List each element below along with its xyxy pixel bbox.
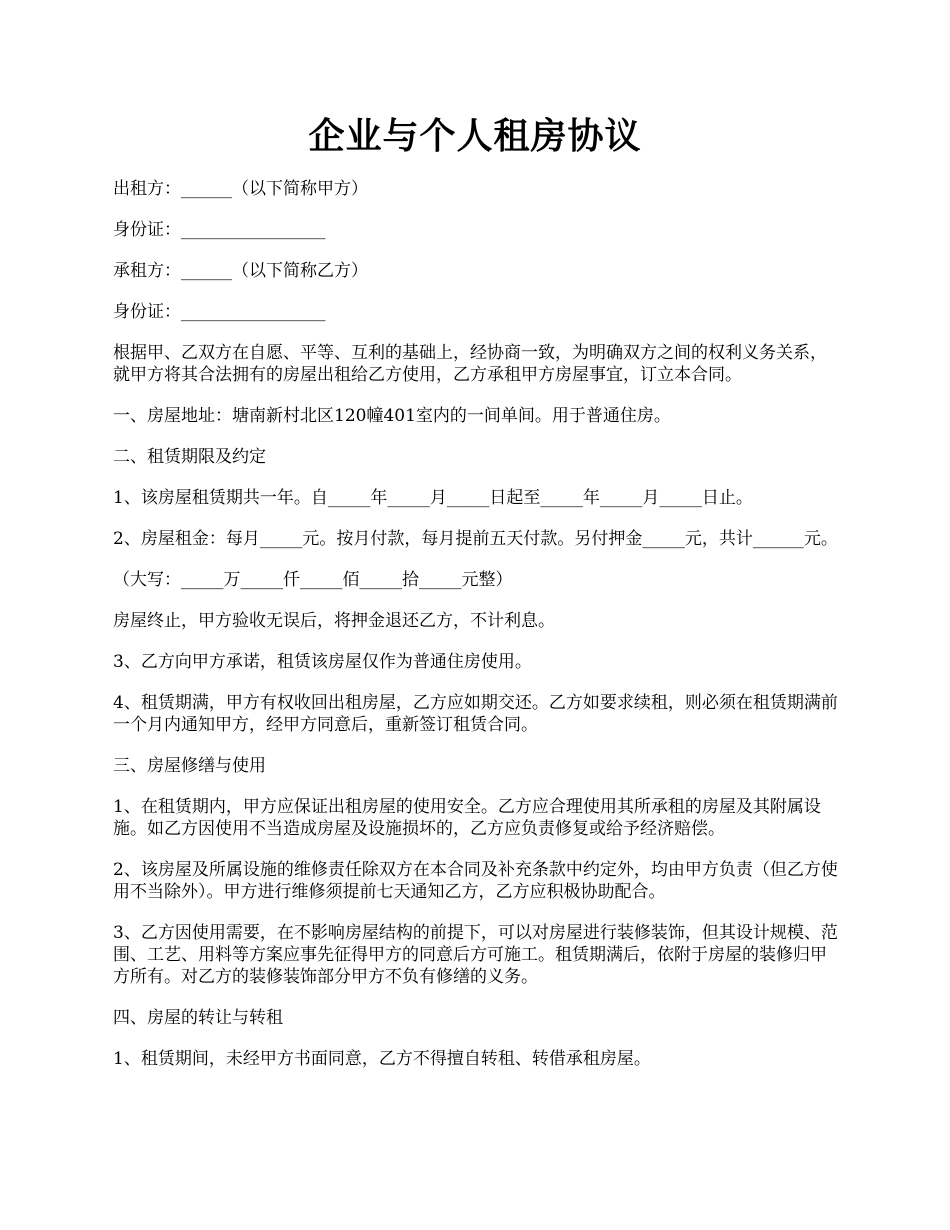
paragraph-rent: 2、房屋租金：每月_____元。按月付款，每月提前五天付款。另付押金_____元，共计______元。 <box>113 529 838 549</box>
paragraph-lessee-id: 身份证：_________________ <box>113 302 326 322</box>
section-heading-repair: 三、房屋修缮与使用 <box>113 756 266 776</box>
paragraph-address: 一、房屋地址：塘南新村北区120幢401室内的一间单间。用于普通住房。 <box>113 406 671 426</box>
document-body <box>113 178 843 1089</box>
paragraph-preamble: 根据甲、乙双方在自愿、平等、互利的基础上，经协商一致，为明确双方之间的权利义务关系，就甲方将其合法拥有的房屋出租给乙方使用，乙方承租甲方房屋事宜，订立本合同。 <box>113 343 827 385</box>
paragraph-renewal: 4、租赁期满，甲方有权收回出租房屋，乙方应如期交还。乙方如要求续租，则必须在租赁期满前一个月内通知甲方，经甲方同意后，重新签订租赁合同。 <box>113 693 838 735</box>
section-heading-sublet: 四、房屋的转让与转租 <box>113 1008 283 1028</box>
paragraph-deposit-refund: 房屋终止，甲方验收无误后，将押金退还乙方，不计利息。 <box>113 611 555 631</box>
paragraph-repair-responsibility: 2、该房屋及所属设施的维修责任除双方在本合同及补充条款中约定外，均由甲方负责（但乙方使用不当除外）。甲方进行维修须提前七天通知乙方，乙方应积极协助配合。 <box>113 860 838 902</box>
section-heading-term: 二、租赁期限及约定 <box>113 447 266 467</box>
document-title: 企业与个人租房协议 <box>308 115 642 157</box>
paragraph-usage-promise: 3、乙方向甲方承诺，租赁该房屋仅作为普通住房使用。 <box>113 652 532 672</box>
paragraph-lessee: 承租方：______（以下简称乙方） <box>113 261 368 281</box>
paragraph-sublet: 1、租赁期间，未经甲方书面同意，乙方不得擅自转租、转借承租房屋。 <box>113 1049 651 1069</box>
paragraph-lessor: 出租方：______（以下简称甲方） <box>113 179 368 199</box>
paragraph-renovation: 3、乙方因使用需要，在不影响房屋结构的前提下，可以对房屋进行装修装饰，但其设计规模、范围、工艺、用料等方案应事先征得甲方的同意后方可施工。租赁期满后，依附于房屋的装修归甲方所有。对乙方的装修装饰部分甲方不负有修缮的义务。 <box>113 923 838 987</box>
paragraph-rent-capital: （大写：_____万_____仟_____佰_____拾_____元整） <box>113 570 513 590</box>
paragraph-lessor-id: 身份证：_________________ <box>113 220 326 240</box>
paragraph-term-period: 1、该房屋租赁期共一年。自_____年_____月_____日起至_____年_____月_____日止。 <box>113 488 753 508</box>
paragraph-repair-safety: 1、在租赁期内，甲方应保证出租房屋的使用安全。乙方应合理使用其所承租的房屋及其附属设施。如乙方因使用不当造成房屋及设施损坏的，乙方应负责修复或给予经济赔偿。 <box>113 797 821 839</box>
